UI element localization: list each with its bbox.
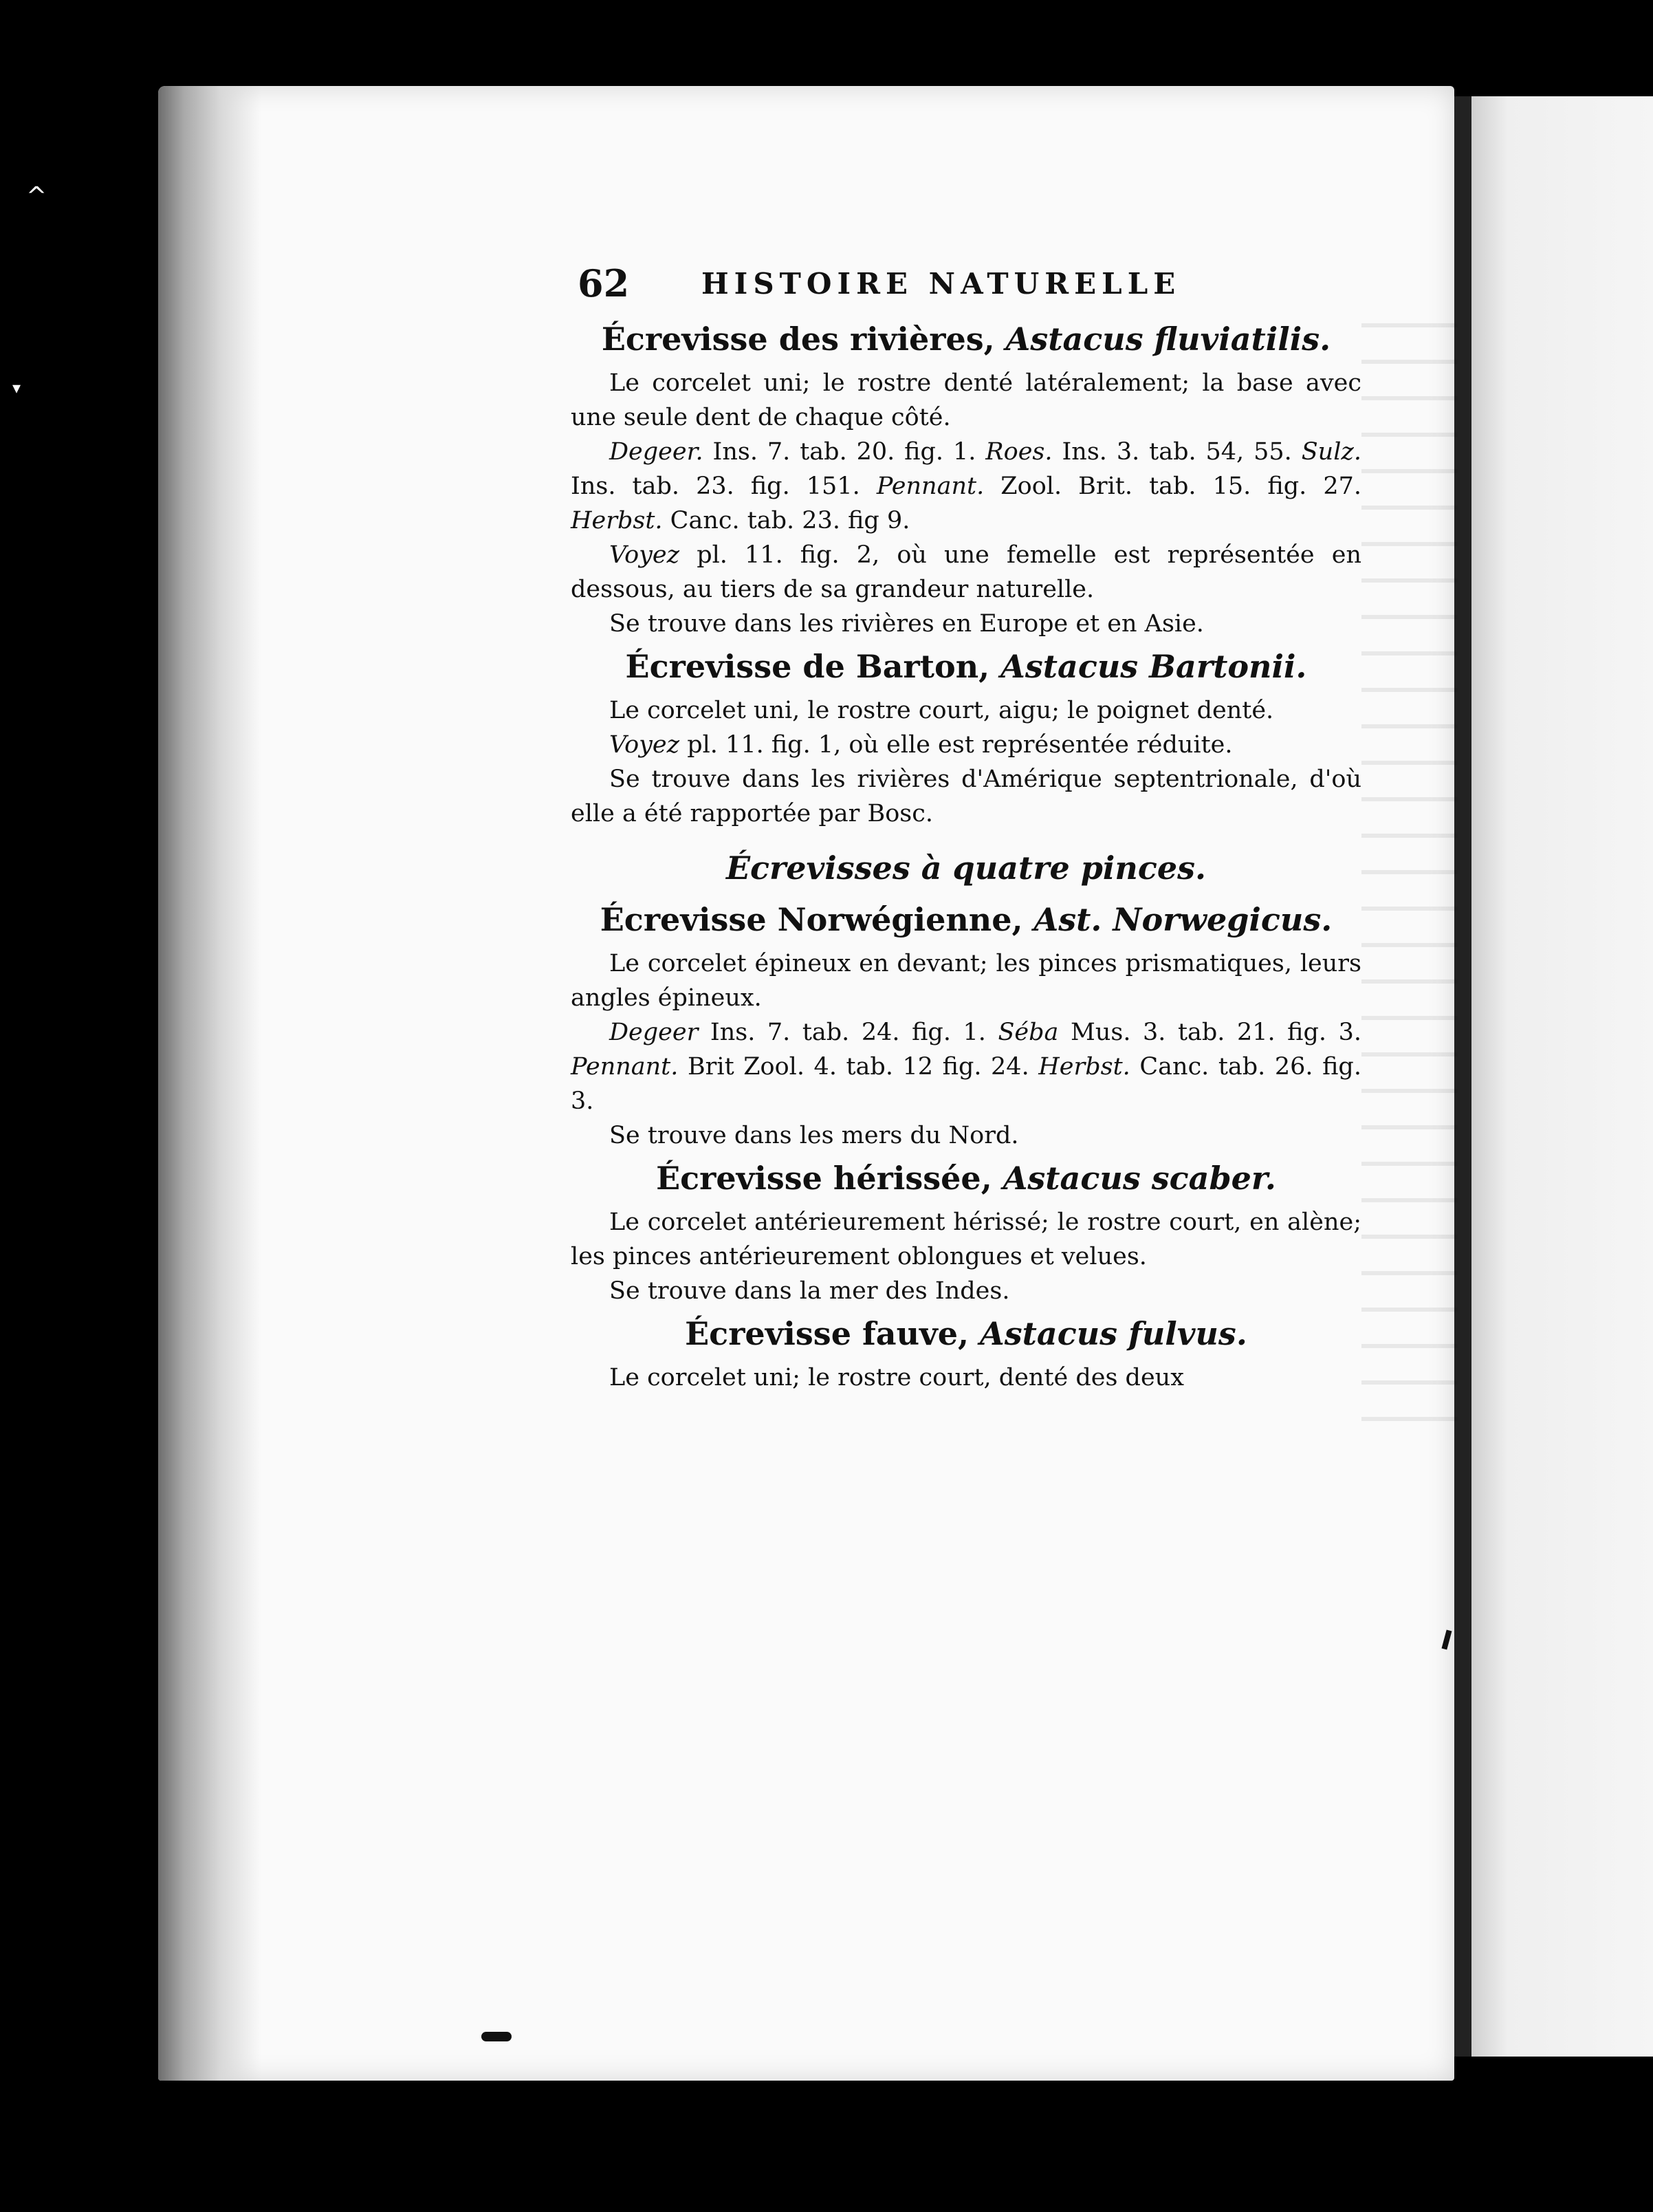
reference-text: Brit Zool. 4. tab. 12 fig. 24. xyxy=(687,1053,1029,1081)
plate-note xyxy=(571,728,1361,762)
reference-text: Ins. 7. tab. 20. fig. 1. xyxy=(712,438,976,466)
species-entry xyxy=(571,645,1361,831)
entry-description: Le corcelet antérieurement hérissé; le rostre court, en alène; les pinces antérieurement oblongues et velues. xyxy=(571,1208,1361,1270)
reference-text: Ins. tab. 23. fig. 151. xyxy=(571,473,860,500)
entry-description: Le corcelet uni, le rostre court, aigu; le poignet denté. xyxy=(609,697,1274,724)
page-number: 62 xyxy=(578,261,630,305)
voyez-label: Voyez xyxy=(609,541,680,569)
species-entry xyxy=(571,1157,1361,1308)
facing-page xyxy=(1471,96,1653,2057)
latin-name: Astacus scaber. xyxy=(1003,1160,1276,1197)
reference-author: Séba xyxy=(998,1019,1059,1046)
scan-artifact-mark: ▾ xyxy=(12,378,21,398)
plate-note-text: pl. 11. fig. 2, où une femelle est représentée en dessous, au tiers de sa grandeur naturelle. xyxy=(571,541,1361,603)
species-entry xyxy=(571,898,1361,1153)
entry-heading: Écrevisse des rivières, Astacus fluviatilis. xyxy=(601,321,1331,358)
page-text xyxy=(571,261,1361,1395)
reference-text: Ins. 7. tab. 24. fig. 1. xyxy=(710,1019,986,1046)
ink-blot xyxy=(481,2032,512,2041)
french-name: Écrevisse hérissée xyxy=(656,1160,981,1197)
latin-name: Astacus Bartonii. xyxy=(1000,648,1307,685)
species-entry xyxy=(571,318,1361,641)
section-heading: Écrevisses à quatre pinces. xyxy=(725,849,1207,887)
reference-author: Roes. xyxy=(985,438,1053,466)
scan-artifact-mark: ^ xyxy=(26,182,47,210)
french-name: Écrevisse de Barton xyxy=(625,648,979,685)
latin-name: Astacus fluviatilis. xyxy=(1005,321,1331,358)
habitat: Se trouve dans la mer des Indes. xyxy=(609,1277,1010,1305)
entry-heading: Écrevisse hérissée, Astacus scaber. xyxy=(656,1160,1276,1197)
reference-author: Pennant. xyxy=(876,473,985,500)
plate-note-text: pl. 11. fig. 1, où elle est représentée réduite. xyxy=(687,731,1233,759)
references xyxy=(571,435,1361,538)
latin-name: Astacus fulvus. xyxy=(980,1315,1247,1352)
reference-author: Degeer. xyxy=(609,438,703,466)
reference-author: Herbst. xyxy=(571,507,663,534)
running-head xyxy=(571,261,1361,310)
reference-author: Sulz. xyxy=(1301,438,1361,466)
reference-text: Canc. tab. 23. fig 9. xyxy=(670,507,910,534)
entry-description: Le corcelet uni; le rostre court, denté des deux xyxy=(609,1364,1184,1391)
habitat: Se trouve dans les mers du Nord. xyxy=(609,1122,1019,1149)
reference-author: Degeer xyxy=(609,1019,699,1046)
french-name: Écrevisse Norwégienne xyxy=(600,901,1012,938)
french-name: Écrevisse fauve xyxy=(685,1315,959,1352)
voyez-label: Voyez xyxy=(609,731,680,759)
reference-text: Canc. tab. 26. fig. 3. xyxy=(571,1053,1361,1115)
show-through-text xyxy=(1361,296,1458,1431)
references xyxy=(571,1015,1361,1118)
latin-name: Ast. Norwegicus. xyxy=(1033,901,1333,938)
habitat: Se trouve dans les rivières d'Amérique septentrionale, d'où elle a été rapportée par Bosc. xyxy=(571,766,1361,827)
reference-text: Zool. Brit. tab. 15. fig. 27. xyxy=(1000,473,1361,500)
reference-text: Mus. 3. tab. 21. fig. 3. xyxy=(1070,1019,1361,1046)
species-entry xyxy=(571,1312,1361,1395)
reference-text: Ins. 3. tab. 54, 55. xyxy=(1062,438,1292,466)
entry-heading: Écrevisse de Barton, Astacus Bartonii. xyxy=(625,648,1307,685)
page-gutter-shadow xyxy=(158,86,261,2081)
entry-heading: Écrevisse fauve, Astacus fulvus. xyxy=(685,1315,1247,1352)
entry-description: Le corcelet uni; le rostre denté latéralement; la base avec une seule dent de chaque côté. xyxy=(571,369,1361,431)
running-title: HISTOIRE NATURELLE xyxy=(701,267,1181,301)
reference-author: Pennant. xyxy=(571,1053,679,1081)
french-name: Écrevisse des rivières xyxy=(601,321,984,358)
habitat: Se trouve dans les rivières en Europe et en Asie. xyxy=(609,610,1204,638)
entry-heading: Écrevisse Norwégienne, Ast. Norwegicus. xyxy=(600,901,1333,938)
entry-description: Le corcelet épineux en devant; les pinces prismatiques, leurs angles épineux. xyxy=(571,950,1361,1012)
plate-note xyxy=(571,538,1361,607)
reference-author: Herbst. xyxy=(1038,1053,1130,1081)
